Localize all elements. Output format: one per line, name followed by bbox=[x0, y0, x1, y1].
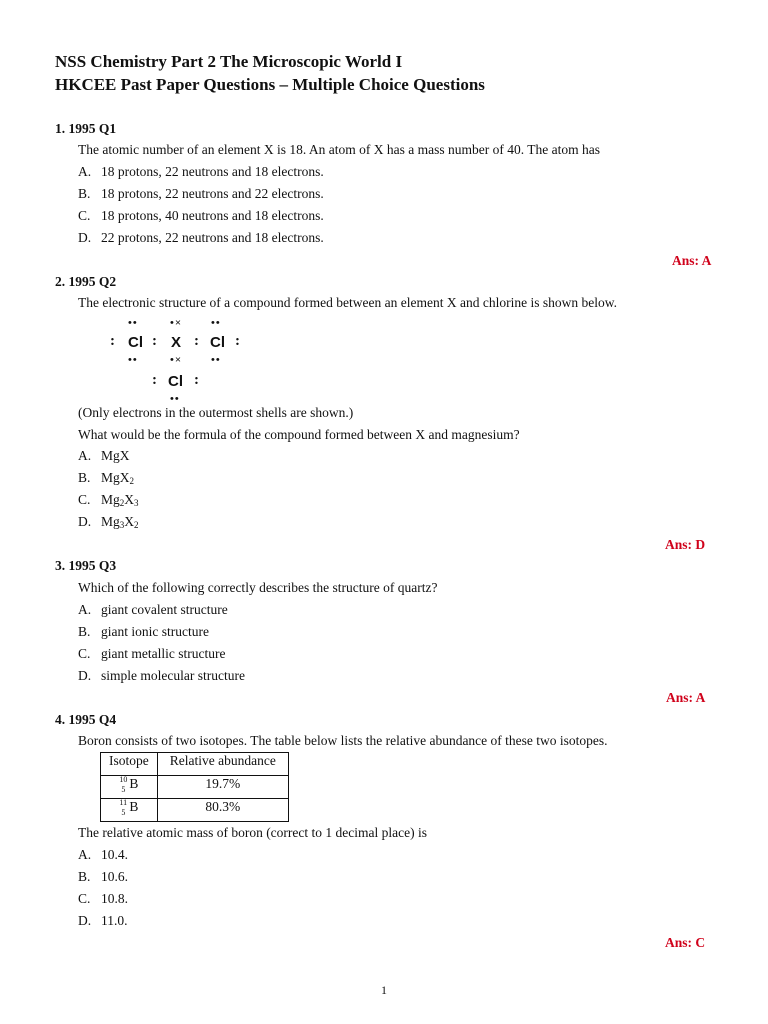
question-3-option-b: B. giant ionic structure bbox=[78, 624, 209, 639]
question-4-answer: Ans: C bbox=[665, 935, 706, 950]
question-1-answer: Ans: A bbox=[672, 253, 712, 268]
electron-pair-dots: •× bbox=[170, 354, 183, 366]
question-4-text: Boron consists of two isotopes. The table below lists the relative abundance of these two isotopes. bbox=[78, 733, 608, 748]
question-3-option-c: C. giant metallic structure bbox=[78, 646, 226, 661]
question-2-answer: Ans: D bbox=[665, 537, 706, 552]
page-number: 1 bbox=[381, 983, 387, 997]
chlorine-symbol: Cl bbox=[128, 334, 143, 351]
table-cell-isotope: 10 5 B bbox=[101, 776, 158, 799]
electron-pair-dots: •• bbox=[211, 354, 221, 366]
page-title: NSS Chemistry Part 2 The Microscopic World I bbox=[55, 52, 403, 71]
electron-pair-colon: : bbox=[235, 333, 240, 349]
question-4-heading: 4. 1995 Q4 bbox=[55, 712, 117, 727]
electron-pair-colon: : bbox=[152, 372, 157, 388]
question-1-text: The atomic number of an element X is 18. An atom of X has a mass number of 40. The atom has bbox=[78, 142, 601, 157]
question-2-note: (Only electrons in the outermost shells are shown.) bbox=[78, 405, 354, 420]
electron-pair-colon: : bbox=[152, 333, 157, 349]
question-3-text: Which of the following correctly describes the structure of quartz? bbox=[78, 580, 438, 595]
question-3-heading: 3. 1995 Q3 bbox=[55, 558, 117, 573]
question-4-option-b: B. 10.6. bbox=[78, 869, 128, 884]
question-1-option-a: A. 18 protons, 22 neutrons and 18 electrons. bbox=[78, 164, 324, 179]
electron-pair-dots: •• bbox=[128, 317, 138, 329]
question-2-option-b: B. MgX$_2$ bbox=[78, 470, 135, 486]
electron-pair-dots: •• bbox=[170, 393, 180, 405]
table-header-row bbox=[101, 753, 289, 776]
question-2-text: The electronic structure of a compound formed between an element X and chlorine is shown below. bbox=[78, 295, 617, 310]
question-1-heading: 1. 1995 Q1 bbox=[55, 121, 117, 136]
question-4-question: The relative atomic mass of boron (correct to 1 decimal place) is bbox=[78, 825, 427, 840]
page-subtitle: HKCEE Past Paper Questions – Multiple Choice Questions bbox=[55, 75, 485, 94]
question-3-option-a: A. giant covalent structure bbox=[78, 602, 228, 617]
question-3-answer: Ans: A bbox=[666, 690, 706, 705]
question-3-option-d: D. simple molecular structure bbox=[78, 668, 245, 683]
question-2-option-d: D. $Mg_3X_2$ bbox=[78, 514, 139, 530]
electron-pair-colon: : bbox=[110, 333, 115, 349]
electron-pair-dots: •• bbox=[128, 354, 138, 366]
question-2-option-a: A. MgX bbox=[78, 448, 130, 463]
electron-pair-dots: •• bbox=[211, 317, 221, 329]
question-1-option-b: B. 18 protons, 22 neutrons and 22 electrons. bbox=[78, 186, 324, 201]
question-4-option-c: C. 10.8. bbox=[78, 891, 128, 906]
isotope-table bbox=[100, 752, 289, 822]
question-2-question: What would be the formula of the compound formed between X and magnesium? bbox=[78, 427, 520, 442]
electron-pair-colon: : bbox=[194, 333, 199, 349]
table-cell-abundance: 19.7% bbox=[157, 776, 288, 799]
question-1-option-c: C. 18 protons, 40 neutrons and 18 electrons. bbox=[78, 208, 324, 223]
question-2-option-c: C. $Mg_2X_3$ bbox=[78, 492, 139, 508]
question-4-option-d: D. 11.0. bbox=[78, 913, 128, 928]
question-2-heading: 2. 1995 Q2 bbox=[55, 274, 117, 289]
question-4-option-a: A. 10.4. bbox=[78, 847, 128, 862]
table-header-cell: Isotope bbox=[101, 753, 158, 776]
chlorine-symbol: Cl bbox=[210, 334, 225, 351]
electron-pair-dots: •× bbox=[170, 317, 183, 329]
table-row bbox=[101, 799, 289, 822]
question-1-option-d: D. 22 protons, 22 neutrons and 18 electrons. bbox=[78, 230, 324, 245]
chlorine-symbol: Cl bbox=[168, 373, 183, 390]
element-x-symbol: X bbox=[171, 334, 182, 351]
electron-pair-colon: : bbox=[194, 372, 199, 388]
table-header-cell: Relative abundance bbox=[157, 753, 288, 776]
table-cell-abundance: 80.3% bbox=[157, 799, 288, 822]
table-cell-isotope: 11 5 B bbox=[101, 799, 158, 822]
table-row bbox=[101, 776, 289, 799]
